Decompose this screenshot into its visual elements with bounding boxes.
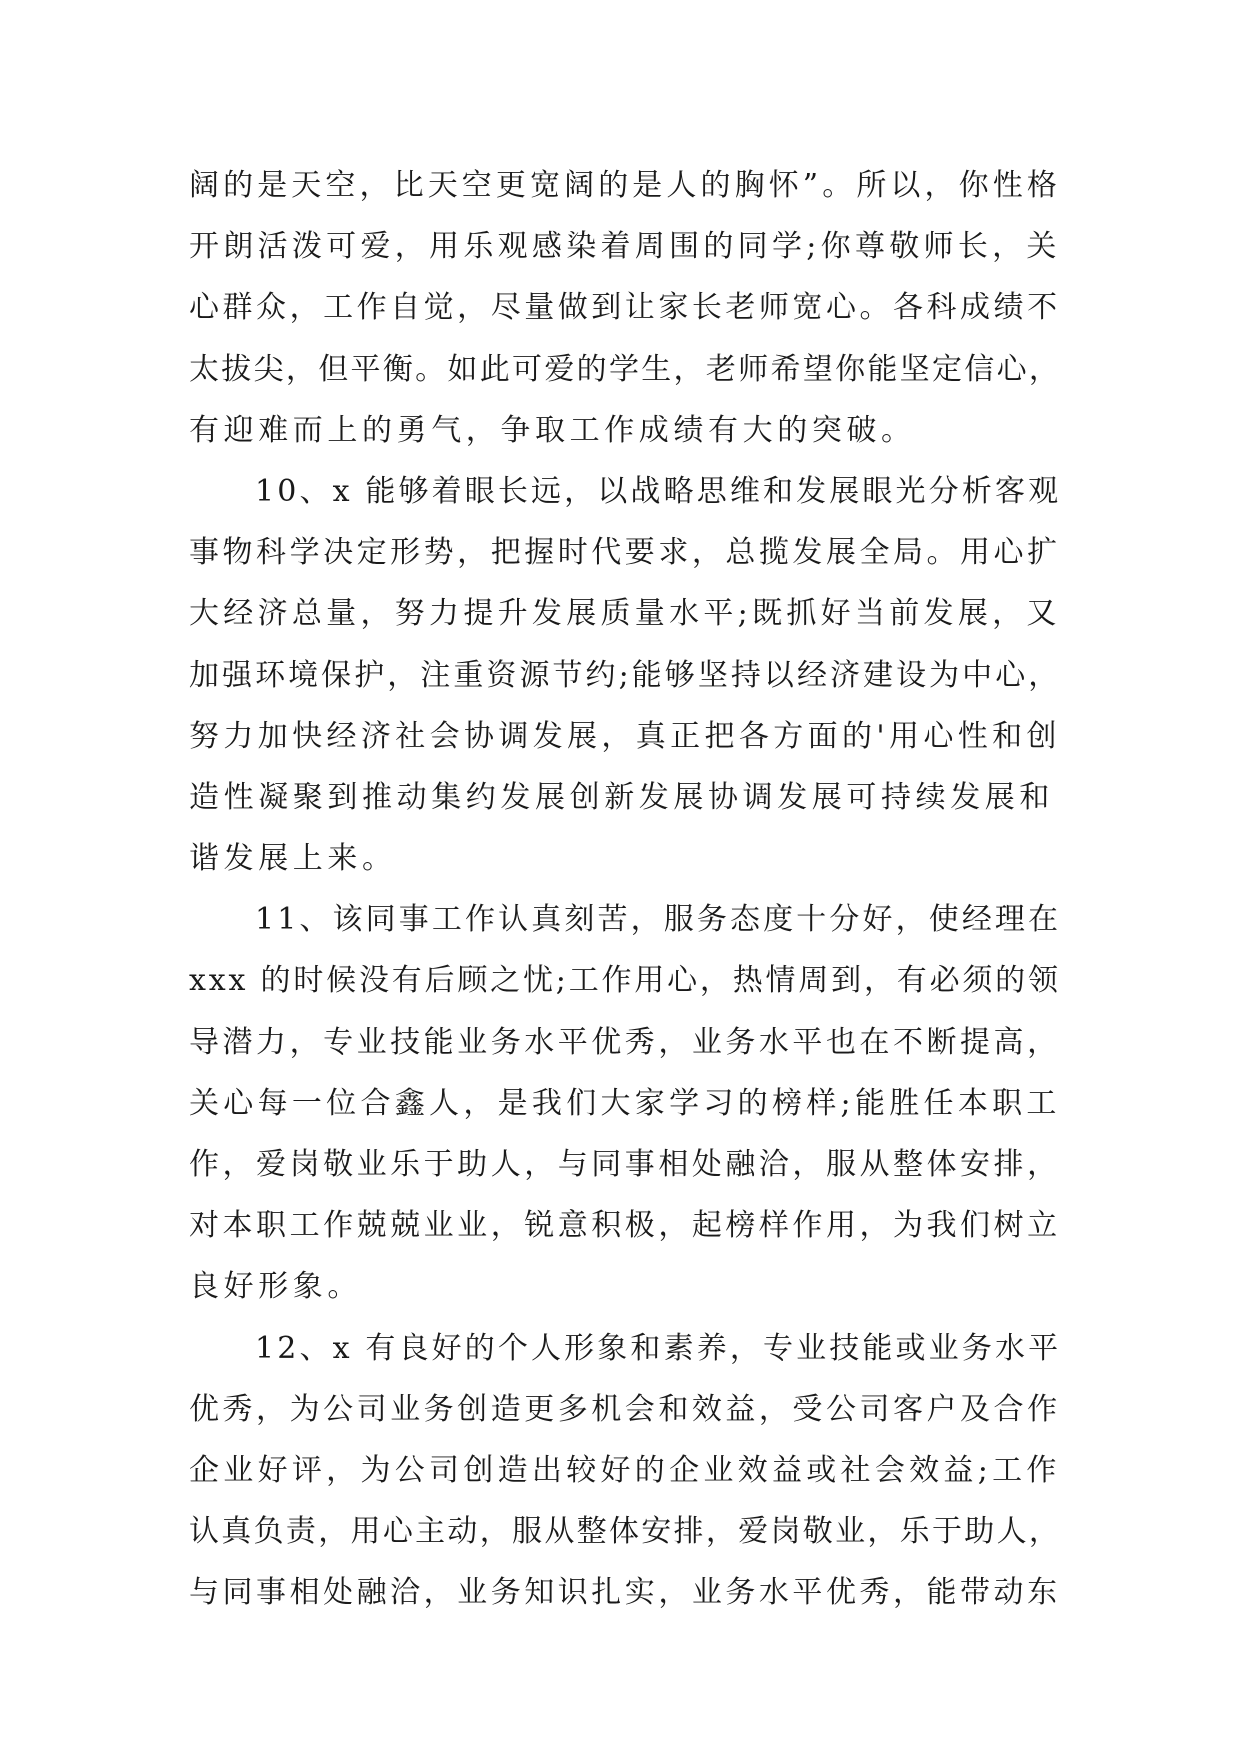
text-line: 与同事相处融洽，业务知识扎实，业务水平优秀，能带动东 — [189, 1575, 1061, 1611]
text-line: 谐发展上来。 — [189, 841, 397, 877]
text-line: xxx 的时候没有后顾之忧;工作用心，热情周到，有必须的领 — [189, 963, 1061, 999]
text-line: 有迎难而上的勇气，争取工作成绩有大的突破。 — [189, 412, 916, 448]
text-line: 对本职工作兢兢业业，锐意积极，起榜样作用，为我们树立 — [189, 1208, 1061, 1244]
text-line: 良好形象。 — [189, 1269, 362, 1305]
paragraph-10-first-line: 10、x 能够着眼长远，以战略思维和发展眼光分析客观 — [255, 473, 1062, 509]
paragraph-11-first-line: 11、该同事工作认真刻苦，服务态度十分好，使经理在 — [255, 902, 1062, 938]
paragraph-12-first-line: 12、x 有良好的个人形象和素养，专业技能或业务水平 — [255, 1330, 1062, 1366]
text-line: 企业好评，为公司创造出较好的企业效益或社会效益;工作 — [189, 1452, 1061, 1488]
text-line: 导潜力，专业技能业务水平优秀，业务水平也在不断提高， — [189, 1024, 1061, 1060]
text-line: 关心每一位合鑫人，是我们大家学习的榜样;能胜任本职工 — [189, 1085, 1061, 1121]
text-line: 优秀，为公司业务创造更多机会和效益，受公司客户及合作 — [189, 1391, 1061, 1427]
text-line: 作，爱岗敬业乐于助人，与同事相处融洽，服从整体安排， — [189, 1147, 1061, 1182]
text-line: 认真负责，用心主动，服从整体安排，爱岗敬业，乐于助人， — [189, 1514, 1062, 1550]
text-line: 阔的是天空，比天空更宽阔的是人的胸怀”。所以，你性格 — [189, 168, 1061, 203]
document-body — [189, 155, 1061, 1624]
text-line: 事物科学决定形势，把握时代要求，总揽发展全局。用心扩 — [189, 535, 1061, 571]
text-line: 大经济总量，努力提升发展质量水平;既抓好当前发展，又 — [189, 596, 1061, 632]
text-line: 造性凝聚到推动集约发展创新发展协调发展可持续发展和 — [189, 779, 1054, 815]
text-line: 心群众，工作自觉，尽量做到让家长老师宽心。各科成绩不 — [189, 290, 1061, 326]
text-line: 开朗活泼可爱，用乐观感染着周围的同学;你尊敬师长，关 — [189, 229, 1061, 265]
text-line: 努力加快经济社会协调发展，真正把各方面的'用心性和创 — [189, 718, 1061, 754]
text-line: 太拔尖，但平衡。如此可爱的学生，老师希望你能坚定信心， — [189, 351, 1062, 387]
text-line: 加强环境保护，注重资源节约;能够坚持以经济建设为中心， — [189, 657, 1062, 693]
